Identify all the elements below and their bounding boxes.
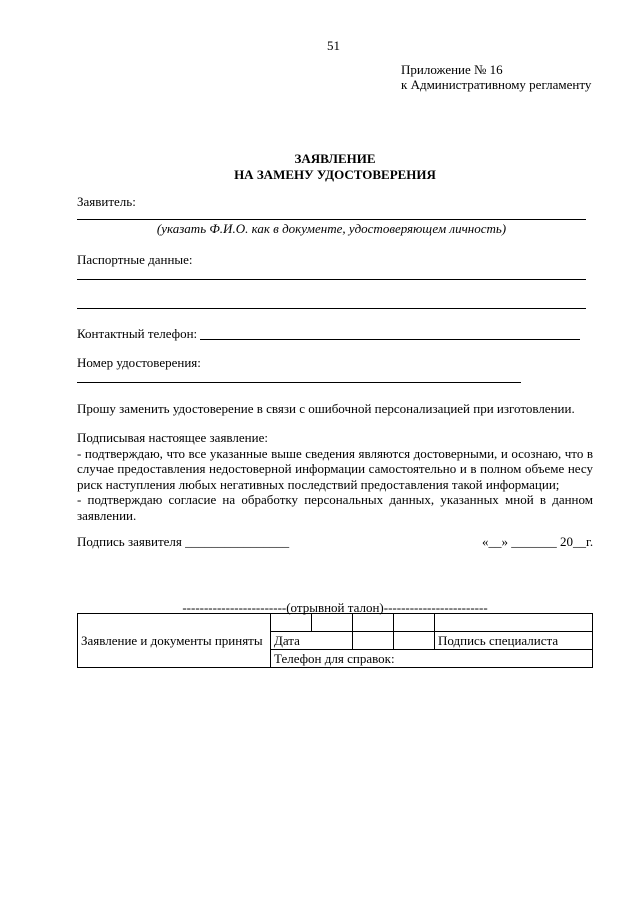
phone-line[interactable]: [200, 339, 580, 340]
certificate-number-line[interactable]: [77, 382, 521, 383]
talon-cell: [394, 614, 435, 632]
page-number: 51: [327, 38, 340, 53]
talon-specialist-cell: [435, 632, 593, 650]
talon-date-label: Дата: [274, 632, 300, 648]
talon-accepted-label: Заявление и документы приняты: [81, 632, 263, 648]
signing-item-2: - подтверждаю согласие на обработку персональных данных, указанных мной в данном заявлении.: [77, 492, 593, 523]
signing-intro: Подписывая настоящее заявление:: [77, 430, 268, 445]
talon-table: [77, 613, 593, 668]
signing-statement: [77, 430, 593, 523]
talon-cell: [394, 632, 435, 650]
passport-line-1[interactable]: [77, 279, 586, 280]
applicant-hint: (указать Ф.И.О. как в документе, удостоверяющем личность): [156, 221, 507, 236]
talon-cell: [353, 614, 394, 632]
table-row: [78, 614, 593, 632]
talon-phone-cell: [271, 650, 593, 668]
talon-specialist-signature: Подпись специалиста: [438, 632, 559, 648]
passport-label: Паспортные данные:: [77, 252, 193, 267]
talon-cell: [271, 614, 312, 632]
appendix-line-2: к Административному регламенту: [401, 77, 592, 92]
talon-cell: [435, 614, 593, 632]
talon-accepted-cell: [78, 614, 271, 668]
talon-cell: [312, 614, 353, 632]
appendix-line-1: Приложение № 16: [401, 62, 503, 77]
certificate-label: Номер удостоверения:: [77, 355, 201, 370]
applicant-name-line[interactable]: [77, 219, 586, 220]
request-text: Прошу заменить удостоверение в связи с ошибочной персонализацией при изготовлении.: [77, 401, 575, 416]
phone-label: Контактный телефон:: [77, 326, 198, 341]
title-line-2: НА ЗАМЕНУ УДОСТОВЕРЕНИЯ: [234, 167, 436, 182]
talon-date-cell: [271, 632, 353, 650]
talon-cell: [353, 632, 394, 650]
signature-date: «__» _______ 20__г.: [482, 534, 594, 549]
talon-header: ------------------------(отрывной талон)------------------------: [182, 600, 488, 615]
signing-item-1: - подтверждаю, что все указанные выше сведения являются достоверными, и осознаю, что в случае предоставления недостоверной информации самостоятельно и в полном объеме несу риск наступления любых негативных последствий предоставления такой информации;: [77, 445, 593, 492]
passport-line-2[interactable]: [77, 308, 586, 309]
document-title: [0, 151, 640, 183]
talon-phone-info: Телефон для справок:: [274, 650, 395, 666]
title-line-1: ЗАЯВЛЕНИЕ: [294, 151, 376, 166]
applicant-label: Заявитель:: [77, 194, 136, 209]
applicant-signature: Подпись заявителя ________________: [77, 534, 290, 549]
